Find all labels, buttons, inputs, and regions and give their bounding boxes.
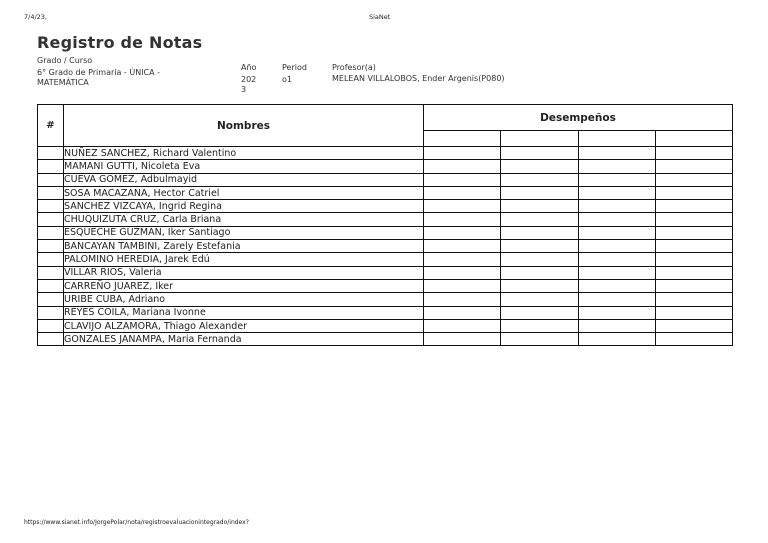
print-site-name: SiaNet [369, 13, 391, 21]
grade-cell [655, 240, 732, 253]
grade-cell [501, 279, 578, 292]
student-name: CLAVIJO ALZAMORA, Thiago Alexander [64, 319, 424, 332]
grade-cell [501, 147, 578, 160]
column-header-number: # [38, 105, 64, 147]
grade-cell [501, 226, 578, 239]
print-date: 7/4/23, [24, 13, 47, 21]
grade-cell [501, 319, 578, 332]
grade-cell [424, 160, 501, 173]
row-number-cell [38, 253, 64, 266]
student-name: REYES COILA, Mariana Ivonne [64, 306, 424, 319]
grade-cell [424, 266, 501, 279]
grade-cell [424, 200, 501, 213]
grade-cell [578, 147, 655, 160]
grades-table [37, 104, 733, 346]
grade-cell [578, 173, 655, 186]
student-name: SOSA MACAZANA, Hector Catriel [64, 186, 424, 199]
desempeno-subcolumn [424, 131, 501, 147]
grade-cell [424, 253, 501, 266]
grade-cell [578, 186, 655, 199]
grade-cell [501, 306, 578, 319]
table-row [38, 186, 733, 199]
table-row [38, 319, 733, 332]
grade-cell [655, 147, 732, 160]
grade-cell [424, 306, 501, 319]
grade-cell [424, 213, 501, 226]
grade-cell [424, 147, 501, 160]
row-number-cell [38, 266, 64, 279]
desempeno-subcolumn [501, 131, 578, 147]
row-number-cell [38, 279, 64, 292]
grade-cell [501, 253, 578, 266]
student-name: PALOMINO HEREDIA, Jarek Edú [64, 253, 424, 266]
grade-cell [655, 266, 732, 279]
grade-cell [578, 279, 655, 292]
table-row [38, 333, 733, 346]
grade-cell [424, 333, 501, 346]
table-row [38, 240, 733, 253]
column-header-names: Nombres [64, 105, 424, 147]
grade-cell [578, 319, 655, 332]
anio-label: Año [241, 63, 257, 72]
grade-cell [578, 333, 655, 346]
table-row [38, 200, 733, 213]
row-number-cell [38, 213, 64, 226]
row-number-cell [38, 173, 64, 186]
grade-cell [655, 160, 732, 173]
grade-cell [501, 213, 578, 226]
grade-cell [578, 226, 655, 239]
grade-cell [578, 253, 655, 266]
row-number-cell [38, 333, 64, 346]
student-name: BANCAYAN TAMBINI, Zarely Estefania [64, 240, 424, 253]
table-row [38, 160, 733, 173]
grade-cell [655, 253, 732, 266]
grade-cell [424, 293, 501, 306]
student-rows [38, 147, 733, 346]
row-number-cell [38, 147, 64, 160]
grado-value: 6° Grado de Primaria - ÚNICA - MATEMÁTICA [37, 68, 161, 87]
row-number-cell [38, 240, 64, 253]
periodo-value: o1 [282, 75, 292, 84]
grade-cell [501, 173, 578, 186]
student-name: MAMANI GUTTI, Nicoleta Eva [64, 160, 424, 173]
grade-cell [655, 173, 732, 186]
grade-cell [501, 333, 578, 346]
row-number-cell [38, 306, 64, 319]
table-header-row [38, 105, 733, 131]
student-name: NUÑEZ SANCHEZ, Richard Valentino [64, 147, 424, 160]
anio-value: 2023 [241, 75, 257, 94]
student-name: ESQUECHE GUZMAN, Iker Santiago [64, 226, 424, 239]
table-row [38, 213, 733, 226]
grade-cell [578, 200, 655, 213]
grado-label: Grado / Curso [37, 56, 93, 65]
grade-cell [424, 240, 501, 253]
grade-cell [578, 293, 655, 306]
table-row [38, 306, 733, 319]
student-name: GONZALES JANAMPA, Maria Fernanda [64, 333, 424, 346]
grade-cell [655, 319, 732, 332]
row-number-cell [38, 186, 64, 199]
table-row [38, 173, 733, 186]
student-name: CHUQUIZUTA CRUZ, Carla Briana [64, 213, 424, 226]
grade-cell [501, 200, 578, 213]
grade-cell [424, 186, 501, 199]
row-number-cell [38, 293, 64, 306]
table-row [38, 253, 733, 266]
desempeno-subcolumn [578, 131, 655, 147]
student-name: SANCHEZ VIZCAYA, Ingrid Regina [64, 200, 424, 213]
grade-cell [424, 319, 501, 332]
grade-cell [655, 279, 732, 292]
table-row [38, 147, 733, 160]
grade-cell [424, 173, 501, 186]
profesor-label: Profesor(a) [332, 63, 376, 72]
grade-cell [655, 293, 732, 306]
column-header-desempenos: Desempeños [424, 105, 733, 131]
grade-cell [655, 186, 732, 199]
table-row [38, 226, 733, 239]
grade-cell [501, 293, 578, 306]
grade-cell [578, 213, 655, 226]
desempeno-subcolumn [655, 131, 732, 147]
page-title: Registro de Notas [37, 33, 203, 52]
grade-cell [655, 200, 732, 213]
grade-cell [655, 213, 732, 226]
grade-cell [424, 226, 501, 239]
row-number-cell [38, 319, 64, 332]
profesor-value: MELEAN VILLALOBOS, Ender Argenis(P080) [332, 74, 505, 83]
grade-cell [501, 186, 578, 199]
row-number-cell [38, 200, 64, 213]
student-name: VILLAR RIOS, Valeria [64, 266, 424, 279]
grade-cell [578, 240, 655, 253]
table-row [38, 279, 733, 292]
table-row [38, 293, 733, 306]
student-name: CUEVA GOMEZ, Adbulmayid [64, 173, 424, 186]
grade-cell [578, 266, 655, 279]
footer-url: https://www.sianet.info/JorgePolar/nota/registroevaluacionintegrado/index? [24, 519, 249, 526]
grade-cell [501, 240, 578, 253]
student-name: CARREÑO JUAREZ, Iker [64, 279, 424, 292]
row-number-cell [38, 226, 64, 239]
grade-cell [501, 160, 578, 173]
grade-cell [655, 306, 732, 319]
grade-cell [578, 160, 655, 173]
grade-cell [655, 333, 732, 346]
student-name: URIBE CUBA, Adriano [64, 293, 424, 306]
grade-cell [578, 306, 655, 319]
grade-cell [501, 266, 578, 279]
grade-cell [424, 279, 501, 292]
grade-cell [655, 226, 732, 239]
row-number-cell [38, 160, 64, 173]
table-row [38, 266, 733, 279]
periodo-label: Period [282, 63, 307, 72]
